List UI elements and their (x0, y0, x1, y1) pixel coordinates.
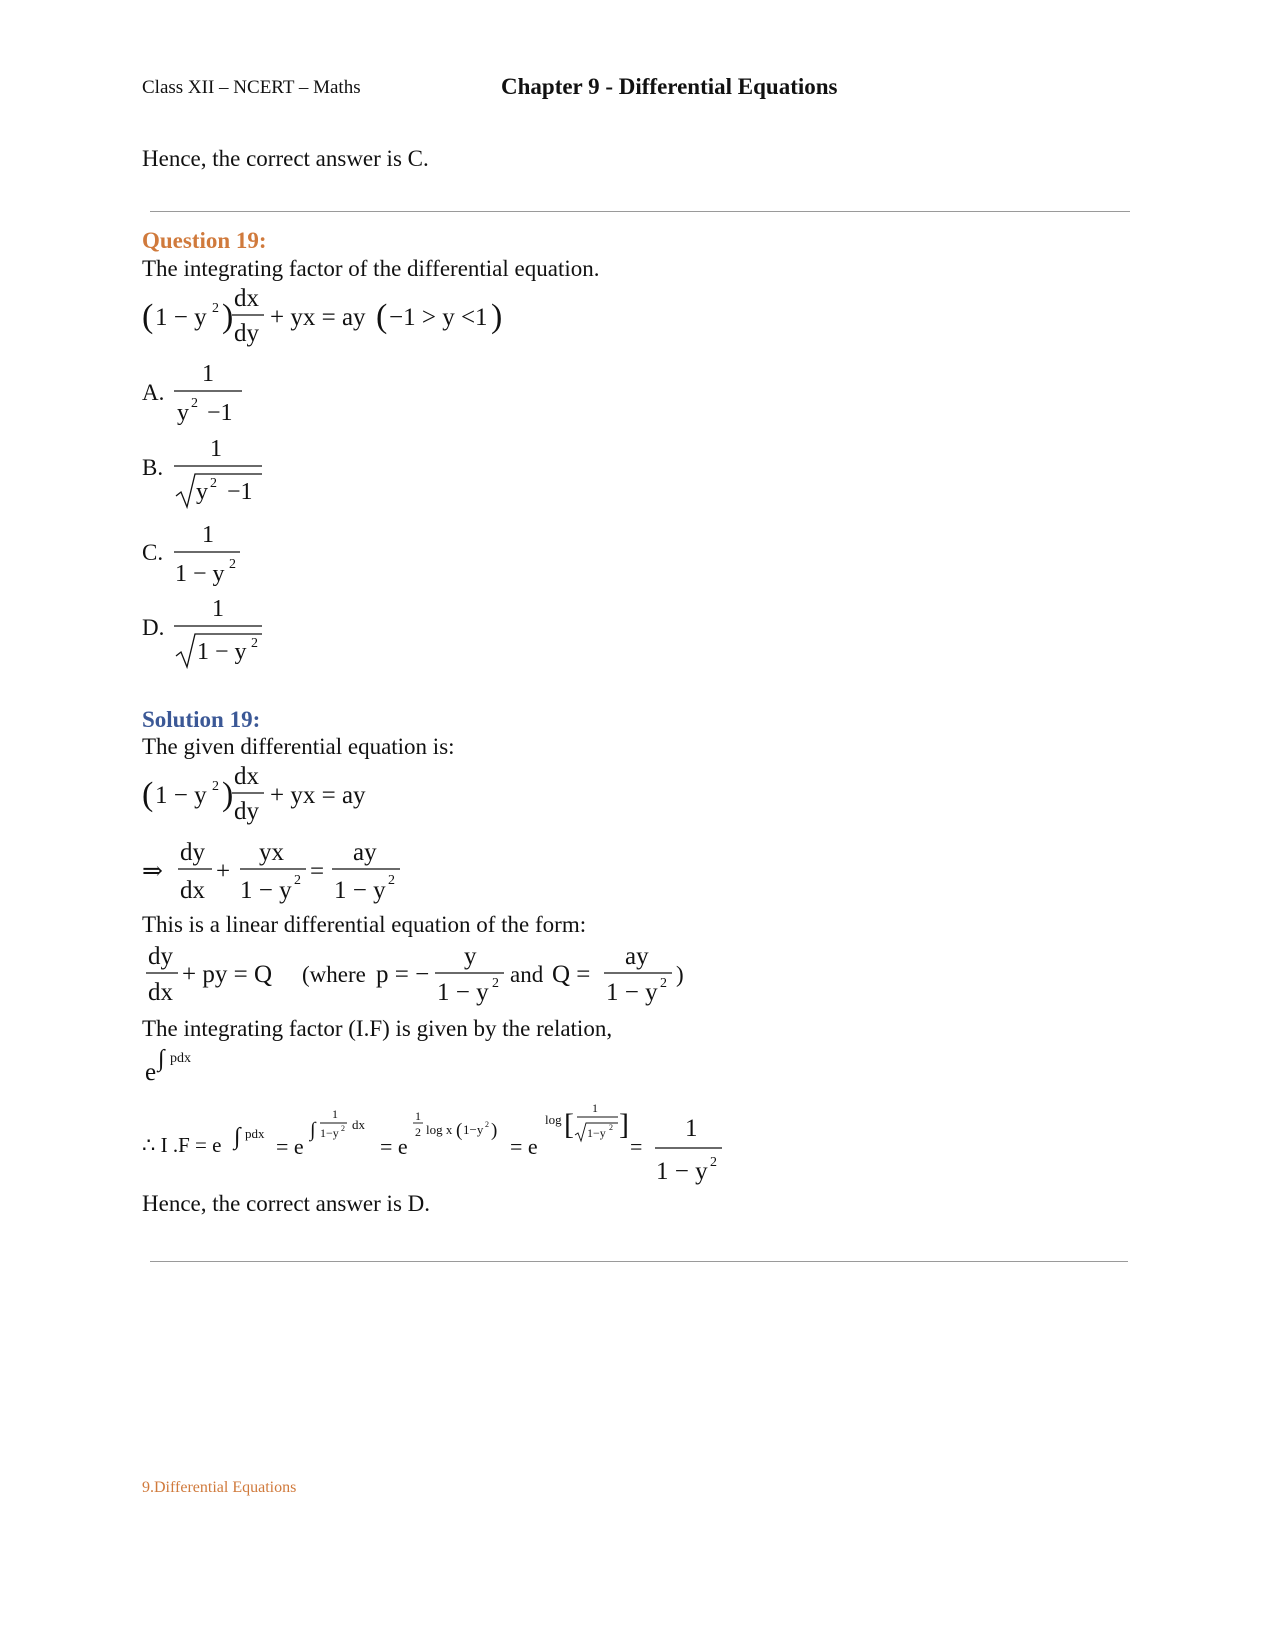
integrating-factor-text: The integrating factor (I.F) is given by the relation, (142, 1016, 613, 1041)
svg-text:2: 2 (660, 976, 667, 991)
svg-text:2: 2 (609, 1123, 613, 1132)
svg-text:(: ( (142, 776, 154, 813)
svg-text:∫: ∫ (310, 1119, 316, 1141)
svg-text:): ) (491, 1120, 498, 1141)
solution-equation-2 (142, 838, 422, 908)
svg-text:=: = (310, 858, 325, 885)
svg-text:2: 2 (341, 1124, 345, 1133)
option-c-expression (172, 519, 252, 589)
svg-text:∫: ∫ (158, 1046, 165, 1072)
svg-text:2: 2 (415, 1125, 421, 1139)
svg-text:]: ] (619, 1108, 629, 1141)
svg-text:y: y (464, 943, 477, 970)
svg-text:= e: = e (510, 1134, 538, 1159)
previous-answer-text: Hence, the correct answer is C. (142, 146, 429, 171)
svg-text:1 − y: 1 − y (155, 304, 207, 331)
header-chapter-title: Chapter 9 - Differential Equations (501, 74, 838, 99)
linear-form-text: This is a linear differential equation of the form: (142, 912, 587, 937)
svg-text:1 − y: 1 − y (155, 782, 207, 809)
svg-text:yx: yx (259, 839, 284, 866)
question-text: The integrating factor of the differential equation. (142, 256, 600, 281)
svg-text:1−y: 1−y (587, 1126, 606, 1140)
svg-text:1: 1 (415, 1109, 421, 1123)
svg-text:y: y (177, 400, 189, 426)
svg-text:(: ( (142, 298, 154, 335)
svg-text:dy: dy (180, 839, 205, 866)
svg-text:pdx: pdx (170, 1051, 191, 1066)
svg-text:1 − y: 1 − y (606, 979, 658, 1006)
svg-text:2: 2 (212, 779, 219, 794)
svg-text:+ py = Q: + py = Q (182, 961, 273, 988)
svg-text:e: e (145, 1059, 157, 1086)
question-heading: Question 19: (142, 228, 267, 253)
svg-text:1 − y: 1 − y (197, 639, 247, 665)
svg-text:2: 2 (251, 636, 258, 651)
svg-text:−1 > y <1: −1 > y <1 (389, 304, 488, 331)
svg-text:2: 2 (191, 396, 198, 411)
footer-chapter-label: 9.Differential Equations (142, 1479, 297, 1496)
option-a-label: A. (142, 380, 165, 405)
svg-text:1: 1 (210, 436, 222, 462)
svg-text:dx: dx (234, 285, 259, 312)
divider-bottom (150, 1261, 1128, 1262)
svg-text:2: 2 (229, 557, 236, 572)
svg-text:⇒: ⇒ (142, 858, 163, 885)
option-b-label: B. (142, 455, 164, 480)
option-d-expression (172, 594, 272, 674)
solution-equation-1 (142, 762, 402, 832)
svg-text:dx: dx (148, 979, 173, 1006)
svg-text:+ yx = ay: + yx = ay (270, 782, 366, 809)
svg-text:(where: (where (302, 962, 366, 987)
svg-text:=: = (630, 1134, 643, 1159)
svg-text:y: y (196, 479, 208, 505)
solution-intro: The given differential equation is: (142, 734, 455, 759)
svg-text:log x: log x (426, 1122, 453, 1137)
svg-text:1: 1 (212, 596, 224, 622)
svg-text:1 − y: 1 − y (240, 877, 292, 904)
svg-text:2: 2 (485, 1120, 489, 1129)
svg-text:2: 2 (294, 873, 301, 888)
linear-form-equation (142, 940, 702, 1010)
svg-text:1: 1 (592, 1101, 598, 1115)
svg-text:1 − y: 1 − y (656, 1158, 708, 1185)
option-d-label: D. (142, 615, 165, 640)
svg-text:1: 1 (685, 1115, 698, 1142)
solution-conclusion: Hence, the correct answer is D. (142, 1191, 431, 1216)
svg-text:= e: = e (276, 1134, 304, 1159)
svg-text:= e: = e (380, 1134, 408, 1159)
svg-text:1−y: 1−y (463, 1122, 484, 1137)
svg-text:2: 2 (710, 1155, 717, 1170)
option-b-expression (172, 434, 272, 514)
svg-text:p = −: p = − (376, 961, 430, 988)
svg-text:2: 2 (492, 976, 499, 991)
svg-text:+: + (216, 858, 231, 885)
svg-text:+ yx = ay: + yx = ay (270, 304, 366, 331)
svg-text:dy: dy (148, 943, 173, 970)
svg-text:Q =: Q = (552, 961, 591, 988)
svg-text:−1: −1 (207, 400, 233, 426)
svg-text:∴ I .F = e: ∴ I .F = e (142, 1133, 222, 1157)
question-equation (142, 284, 522, 354)
svg-text:1 − y: 1 − y (334, 877, 386, 904)
svg-text:dx: dx (180, 877, 205, 904)
svg-text:1 − y: 1 − y (175, 561, 225, 587)
svg-text:): ) (676, 962, 684, 987)
svg-text:(: ( (456, 1120, 463, 1141)
integrating-factor-derivation (142, 1090, 742, 1190)
divider-top (150, 211, 1130, 212)
header-class-label: Class XII – NCERT – Maths (142, 77, 361, 98)
svg-text:dx: dx (352, 1117, 365, 1132)
svg-text:dx: dx (234, 763, 259, 790)
svg-text:(: ( (376, 298, 388, 335)
svg-text:2: 2 (388, 873, 395, 888)
option-c-label: C. (142, 540, 164, 565)
svg-text:1: 1 (202, 361, 214, 387)
svg-text:∫: ∫ (234, 1124, 241, 1150)
integrating-factor-expression (142, 1040, 222, 1086)
svg-text:1 − y: 1 − y (437, 979, 489, 1006)
svg-text:−1: −1 (227, 479, 253, 505)
svg-text:1−y: 1−y (320, 1126, 339, 1140)
svg-text:[: [ (564, 1108, 574, 1141)
svg-text:): ) (222, 776, 234, 813)
svg-text:2: 2 (212, 301, 219, 316)
solution-heading: Solution 19: (142, 707, 261, 732)
svg-text:ay: ay (625, 943, 649, 970)
svg-text:ay: ay (353, 839, 377, 866)
svg-text:): ) (222, 298, 234, 335)
svg-text:1: 1 (202, 522, 214, 548)
svg-text:dy: dy (234, 798, 259, 825)
svg-text:1: 1 (332, 1107, 338, 1121)
svg-text:2: 2 (210, 476, 217, 491)
svg-text:): ) (491, 298, 503, 335)
option-a-expression (172, 360, 252, 430)
svg-text:and: and (510, 962, 544, 987)
svg-text:log: log (545, 1112, 562, 1127)
svg-text:dy: dy (234, 320, 259, 347)
svg-text:pdx: pdx (245, 1126, 265, 1141)
